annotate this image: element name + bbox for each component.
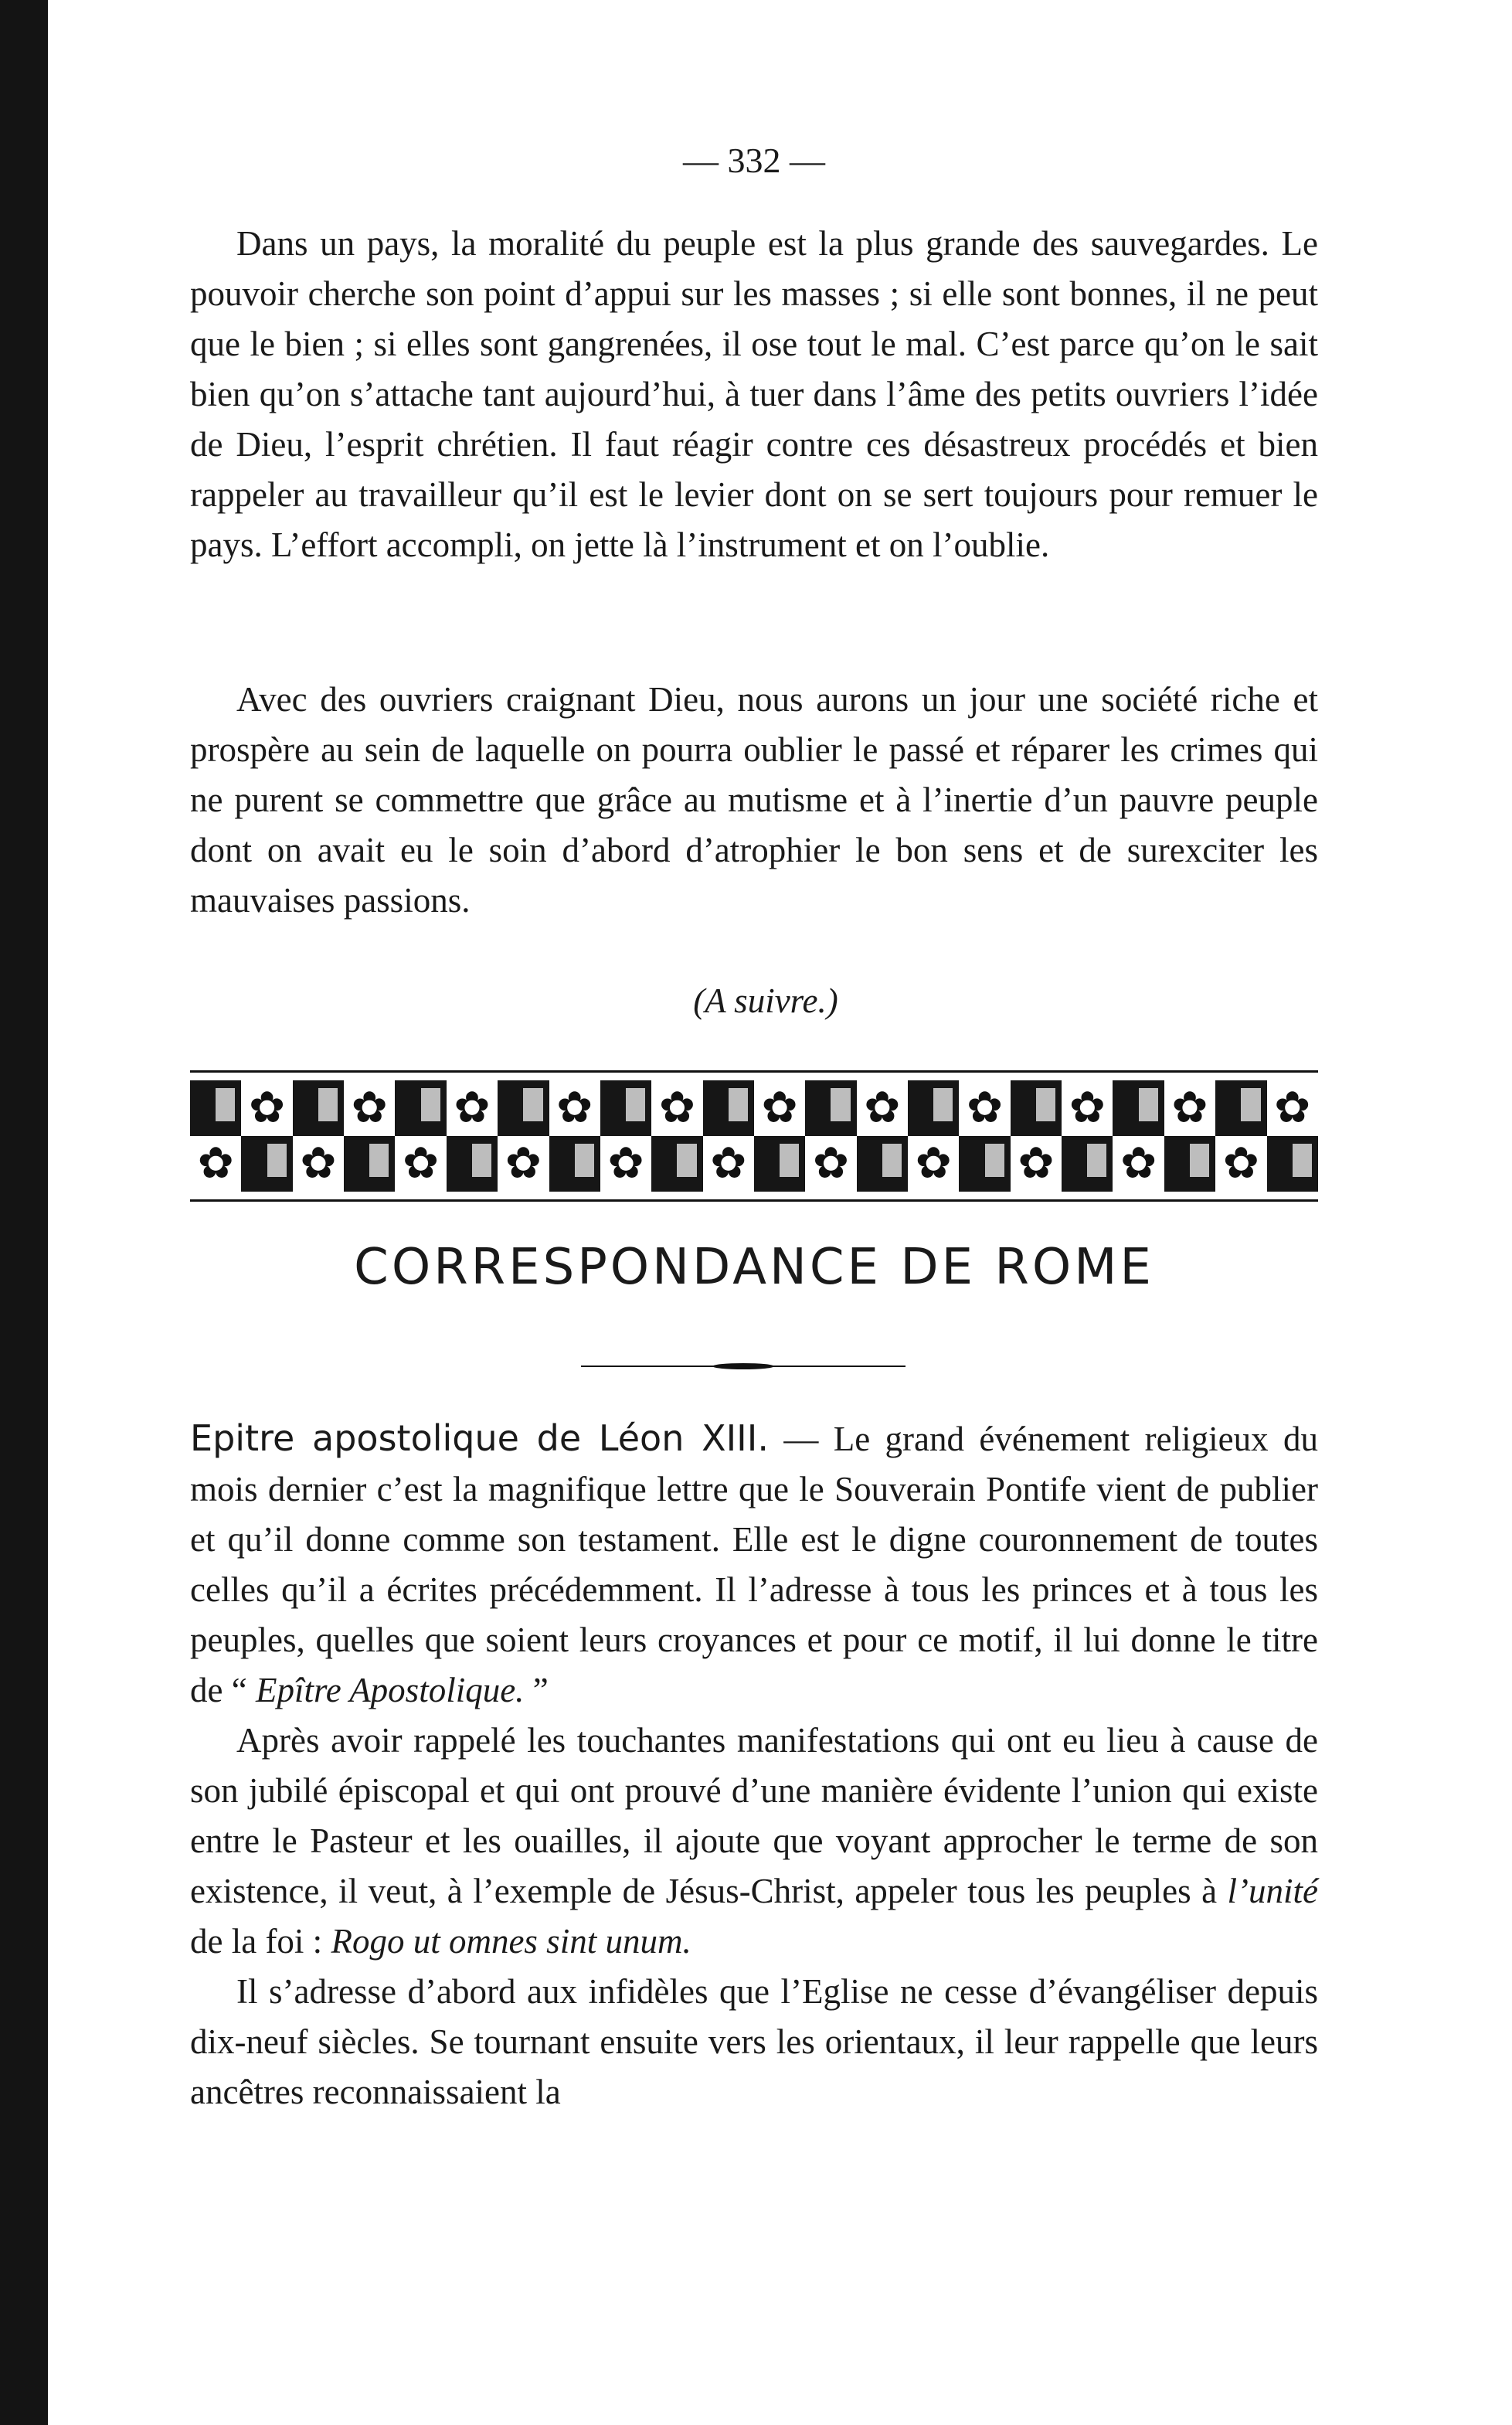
flower-ornament-icon: ✿ bbox=[1215, 1136, 1266, 1192]
ornament-row-top bbox=[190, 1080, 1318, 1136]
checker-ornament-tile bbox=[190, 1080, 241, 1136]
checker-ornament-tile bbox=[805, 1080, 856, 1136]
closing-quote: ” bbox=[524, 1671, 549, 1709]
checker-ornament-tile bbox=[447, 1136, 498, 1192]
checker-ornament-tile bbox=[1267, 1136, 1318, 1192]
checker-ornament-tile bbox=[1062, 1136, 1113, 1192]
latin-quote: Rogo ut omnes sint unum. bbox=[331, 1922, 691, 1961]
article-text: de la foi : bbox=[190, 1922, 331, 1961]
flower-ornament-icon: ✿ bbox=[344, 1080, 395, 1136]
article-text: Après avoir rappelé les touchantes manifestations qui ont eu lieu à cause de son jubilé épiscopal et qui ont prouvé d’une manière évidente l’union qui existe entre le Pasteur et les ouailles, il ajoute que voyant approcher le terme de son existence, il veut, à l’exemple de Jésus-Christ, appeler tous les peuples à bbox=[190, 1721, 1318, 1910]
article-paragraph-1 bbox=[190, 1413, 1318, 1716]
epistle-title: Epître Apostolique. bbox=[255, 1671, 525, 1709]
flower-ornament-icon: ✿ bbox=[1062, 1080, 1113, 1136]
flower-ornament-icon: ✿ bbox=[549, 1080, 600, 1136]
checker-ornament-tile bbox=[344, 1136, 395, 1192]
checker-ornament-tile bbox=[600, 1080, 651, 1136]
flower-ornament-icon: ✿ bbox=[1113, 1136, 1164, 1192]
ornament-row-bottom bbox=[190, 1136, 1318, 1192]
heading-dash: — bbox=[768, 1420, 834, 1458]
checker-ornament-tile bbox=[1164, 1136, 1215, 1192]
checker-ornament-tile bbox=[857, 1136, 908, 1192]
flower-ornament-icon: ✿ bbox=[754, 1080, 805, 1136]
checker-ornament-tile bbox=[293, 1080, 344, 1136]
checker-ornament-tile bbox=[498, 1080, 549, 1136]
flower-ornament-icon: ✿ bbox=[190, 1136, 241, 1192]
section-title: CORRESPONDANCE DE ROME bbox=[354, 1239, 1154, 1296]
checker-ornament-tile bbox=[754, 1136, 805, 1192]
article-paragraph-2 bbox=[190, 1716, 1318, 1967]
article-text: Le grand événement religieux du mois dernier c’est la magnifique lettre que le Souverain Pontife vient de publier et qu’il donne comme son testament. Elle est le digne couronnement de toutes celles qu’il a écrites précédemment. Il l’adresse à tous les princes et à tous les peuples, quelles que soient leurs croyances et pour ce motif, il lui donne le titre de “ bbox=[190, 1420, 1318, 1709]
binding-edge bbox=[0, 0, 48, 2425]
checker-ornament-tile bbox=[651, 1136, 702, 1192]
ornamental-band bbox=[190, 1070, 1318, 1202]
flower-ornament-icon: ✿ bbox=[447, 1080, 498, 1136]
page-number: — 332 — bbox=[683, 141, 825, 180]
flower-ornament-icon: ✿ bbox=[908, 1136, 959, 1192]
paragraph-morality: Dans un pays, la moralité du peuple est la plus grande des sauvegardes. Le pouvoir cherche son point d’appui sur les masses ; si elle sont bonnes, il ne peut que le bien ; si elles sont gangrenées, il ose tout le mal. C’est parce qu’on le sait bien qu’on s’attache tant aujourd’hui, à tuer dans l’âme des petits ouvriers l’idée de Dieu, l’esprit chrétien. Il faut réagir contre ces désastreux procédés et bien rappeler au travailleur qu’il est le levier dont on se sert toujours pour remuer le pays. L’effort accompli, on jette là l’instrument et on l’oublie. bbox=[190, 224, 1318, 564]
checker-ornament-tile bbox=[549, 1136, 600, 1192]
flower-ornament-icon: ✿ bbox=[1267, 1080, 1318, 1136]
flower-ornament-icon: ✿ bbox=[293, 1136, 344, 1192]
flower-ornament-icon: ✿ bbox=[805, 1136, 856, 1192]
flower-ornament-icon: ✿ bbox=[857, 1080, 908, 1136]
paragraph-workers: Avec des ouvriers craignant Dieu, nous aurons un jour une société riche et prospère au sein de laquelle on pourra oublier le passé et réparer les crimes qui ne purent se commettre que grâce au mutisme et à l’inertie d’un pauvre peuple dont on avait eu le soin d’abord d’atrophier le bon sens et de surexciter les mauvaises passions. bbox=[190, 680, 1318, 920]
checker-ornament-tile bbox=[241, 1136, 292, 1192]
checker-ornament-tile bbox=[908, 1080, 959, 1136]
checker-ornament-tile bbox=[1011, 1080, 1062, 1136]
article-body bbox=[190, 1413, 1318, 2117]
flower-ornament-icon: ✿ bbox=[651, 1080, 702, 1136]
checker-ornament-tile bbox=[1113, 1080, 1164, 1136]
article-paragraph-3: Il s’adresse d’abord aux infidèles que l’Eglise ne cesse d’évangéliser depuis dix-neuf siècles. Se tournant ensuite vers les orientaux, il leur rappelle que leurs ancêtres reconnaissaient la bbox=[190, 1972, 1318, 2111]
checker-ornament-tile bbox=[1215, 1080, 1266, 1136]
flower-ornament-icon: ✿ bbox=[241, 1080, 292, 1136]
flower-ornament-icon: ✿ bbox=[498, 1136, 549, 1192]
checker-ornament-tile bbox=[959, 1136, 1010, 1192]
flower-ornament-icon: ✿ bbox=[1164, 1080, 1215, 1136]
flower-ornament-icon: ✿ bbox=[703, 1136, 754, 1192]
article-heading: Epitre apostolique de Léon XIII. bbox=[190, 1417, 769, 1459]
flower-ornament-icon: ✿ bbox=[395, 1136, 446, 1192]
flower-ornament-icon: ✿ bbox=[1011, 1136, 1062, 1192]
emphasis-unity: l’unité bbox=[1227, 1872, 1318, 1910]
checker-ornament-tile bbox=[703, 1080, 754, 1136]
checker-ornament-tile bbox=[395, 1080, 446, 1136]
flower-ornament-icon: ✿ bbox=[959, 1080, 1010, 1136]
to-be-continued: (A suivre.) bbox=[693, 981, 838, 1020]
flower-ornament-icon: ✿ bbox=[600, 1136, 651, 1192]
title-rule bbox=[581, 1362, 906, 1370]
